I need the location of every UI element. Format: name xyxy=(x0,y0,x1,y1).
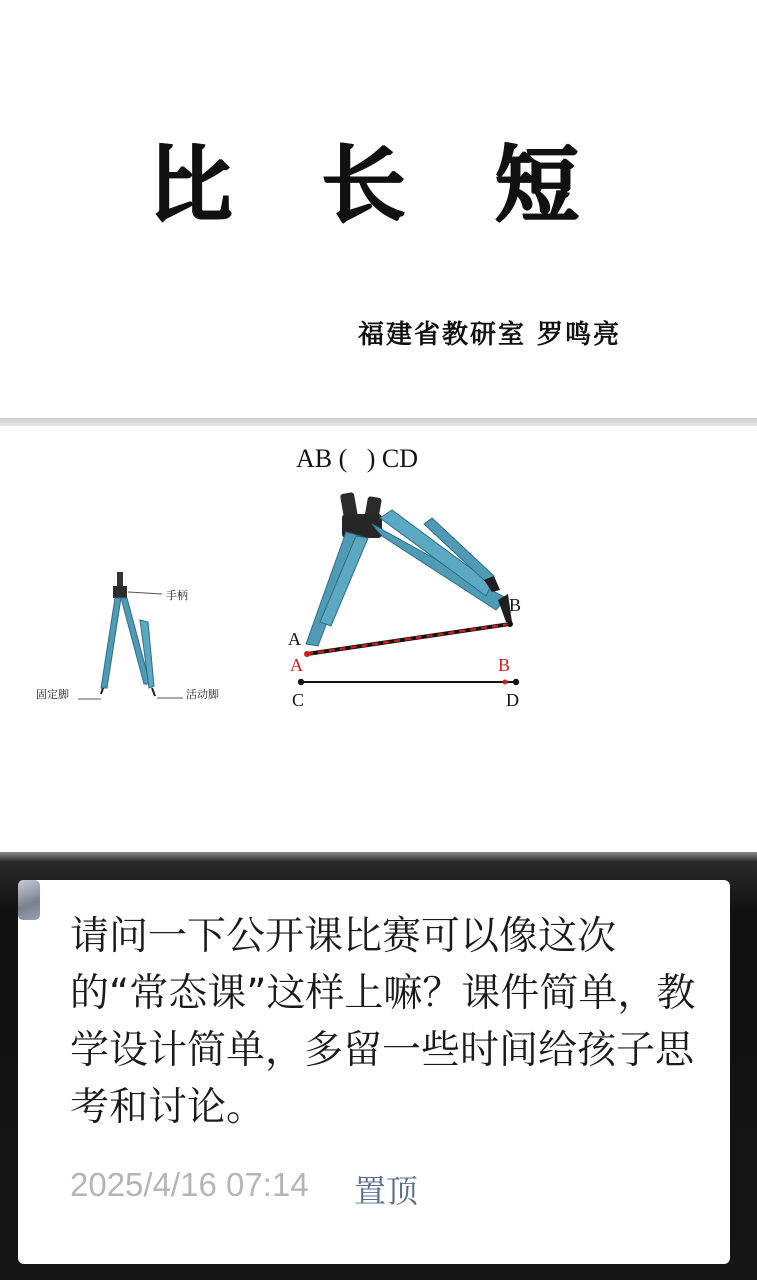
compass-slide xyxy=(0,426,757,852)
label-b-red: B xyxy=(498,655,511,675)
label-d: D xyxy=(506,690,519,710)
message-timestamp: 2025/4/16 07:14 xyxy=(70,1166,309,1203)
slide-divider xyxy=(0,418,757,426)
label-c: C xyxy=(292,690,305,710)
slide-author: 福建省教研室 罗鸣亮 xyxy=(358,320,622,350)
title-slide xyxy=(0,0,757,418)
label-a: A xyxy=(288,629,301,649)
label-a-red: A xyxy=(290,655,303,675)
point-a xyxy=(304,651,310,657)
compass-diagram xyxy=(0,426,757,852)
message-text: 请问一下公开课比赛可以像这次的“常态课”这样上嘛？课件简单，教学设计简单，多留一些时间给孩子思考和讨论。 xyxy=(70,914,696,1130)
moving-leg-label: 活动脚 xyxy=(186,688,219,701)
point-b xyxy=(507,621,513,627)
slide-title: 比 长 短 xyxy=(148,135,609,234)
point-d xyxy=(513,679,519,685)
large-compass-icon xyxy=(306,492,512,646)
handle-label: 手柄 xyxy=(166,589,188,602)
pin-button[interactable]: 置顶 xyxy=(354,1172,419,1210)
fixed-leg-label: 固定脚 xyxy=(36,688,69,701)
point-b-red xyxy=(503,680,508,685)
label-b: B xyxy=(509,595,522,615)
comparison-prompt: AB ( ) CD xyxy=(296,444,419,473)
avatar[interactable] xyxy=(18,880,40,920)
point-c xyxy=(298,679,304,685)
